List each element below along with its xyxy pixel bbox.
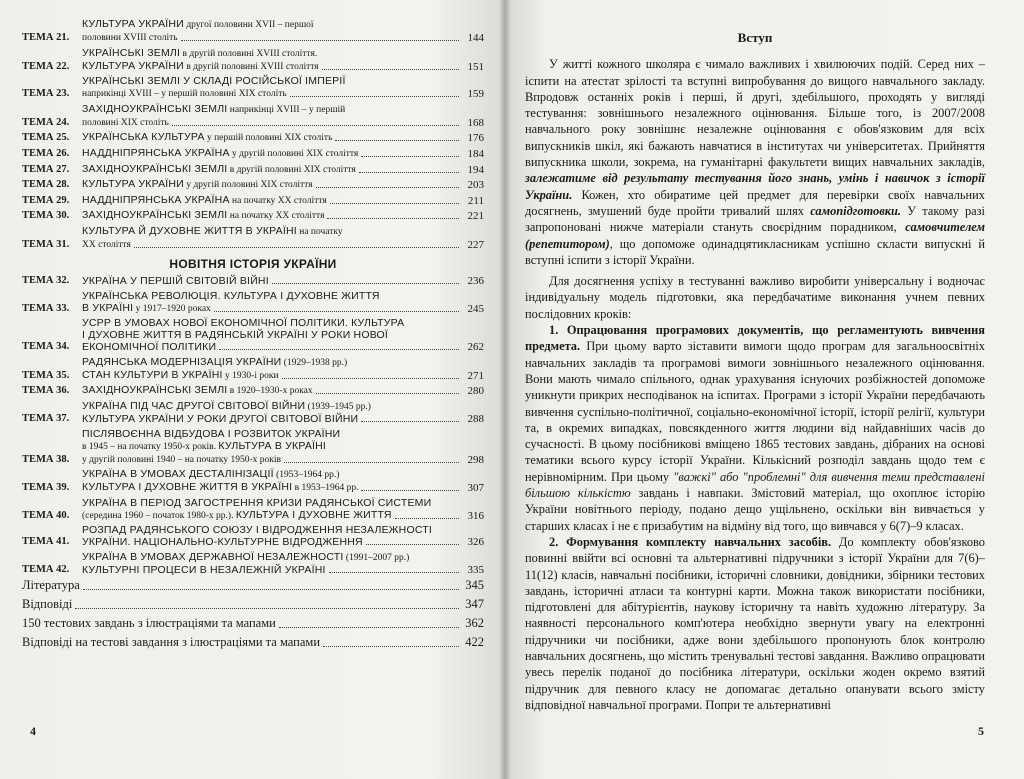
- toc-page-number: 262: [467, 341, 484, 354]
- toc-tail-title: Відповіді на тестові завдання з ілюстраціями та мапами: [22, 635, 321, 650]
- toc-title-text: в другій половині XVIII століття: [183, 61, 319, 72]
- toc-title-text: в 1945 – на початку 1950-х років.: [82, 441, 219, 452]
- toc-tail-title: 150 тестових завдань з ілюстраціями та мапами: [22, 616, 276, 631]
- toc-title-caps: РАДЯНСЬКА МОДЕРНІЗАЦІЯ УКРАЇНИ: [82, 355, 282, 368]
- toc-title-text: у другій половині XIX століття: [183, 180, 313, 191]
- toc-entry-number: ТЕМА 24.: [22, 116, 70, 128]
- toc-entry-number: ТЕМА 29.: [22, 194, 70, 206]
- toc-title-caps: УКРАЇНСЬКІ ЗЕМЛІ У СКЛАДІ РОСІЙСЬКОЇ ІМПЕРІЇ: [82, 75, 346, 88]
- toc-title-text: у другій половині 1940 – на початку 1950-х років: [82, 454, 281, 465]
- toc-leader-dots: [134, 247, 459, 248]
- toc-entry-number: ТЕМА 25.: [22, 132, 70, 144]
- toc-title-caps: ЗАХІДНОУКРАЇНСЬКІ ЗЕМЛІ: [82, 102, 228, 115]
- toc-entry: [22, 47, 484, 73]
- toc-leader-dots: [323, 646, 459, 647]
- toc-entry: [22, 400, 484, 425]
- toc-block-1: [22, 18, 484, 251]
- toc-title-text: XX століття: [82, 239, 131, 250]
- toc-title-text: (1991–2007 рр.): [343, 552, 410, 563]
- toc-leader-dots: [219, 349, 459, 350]
- toc-page-number: 151: [467, 60, 484, 73]
- toc-page-number: 168: [467, 116, 484, 129]
- toc-title-text: (1953–1964 рр.): [273, 470, 340, 481]
- toc-leader-dots: [361, 156, 459, 157]
- toc-leader-dots: [366, 544, 459, 545]
- intro-text: [525, 30, 985, 713]
- toc-page-number: 203: [467, 179, 484, 192]
- toc-title-text: на початку XX століття: [229, 195, 327, 206]
- intro-paragraph-2: Для досягнення успіху в тестуванні важливо виробити універсальну і водночас індивідуальну модель підготовки, яка передбачатиме виконання учнем певних послідовних кроків:: [525, 274, 985, 321]
- toc-page-number: 288: [467, 412, 484, 425]
- toc-tail-entry: [22, 635, 484, 650]
- left-page: [0, 0, 505, 779]
- toc-leader-dots: [279, 627, 459, 628]
- section-title: НОВІТНЯ ІСТОРІЯ УКРАЇНИ: [169, 256, 337, 271]
- intro-paragraph-1: У житті кожного школяра є чимало важливих і хвилюючих подій. Серед них – іспити на атестат зрілості та вступні випробування до вищого навчального закладу. Впродовж останніх років і перші, й другі, здебільшого, проходять у вигляді тестування: зовнішнього незалежного оцінювання. Більше того, із 2007/2008 навчального року зовнішнє незалежне оцінювання є обов'язковим для всіх випускників шкіл, які бажають навчатися в інститутах чи університетах. Прийняття випускника школи, зокрема, на гуманітарні факультети вищих навчальних закладів, залежатиме від результату тестування його знань, умінь і навичок з історії України. Кожен, хто обиратиме цей предмет для перевірки своїх навчальних досягнень, змушений буде пройти тривалий шлях самопідготовки. У такому разі запропоновані нижче матеріали стануть своєрідним порадником, самовчителем (репетитором), що допоможе одинадцятикласникам успішно скласти випускні й вступні іспити з історії України.: [525, 57, 985, 267]
- toc-entry: [22, 384, 484, 397]
- toc-title-text: у 1930-і роки: [222, 370, 279, 381]
- toc-title-text: у першій половині XIX століть: [204, 133, 333, 144]
- toc-page-number: 280: [467, 385, 484, 398]
- toc-page-number: 326: [467, 536, 484, 549]
- toc-leader-dots: [272, 283, 459, 284]
- toc-title-caps: УКРАЇНА В ПЕРІОД ЗАГОСТРЕННЯ КРИЗИ РАДЯНСЬКОЇ СИСТЕМИ: [82, 496, 432, 509]
- toc-page-number: 144: [467, 32, 484, 44]
- toc-entry-number: ТЕМА 33.: [22, 302, 70, 314]
- toc-entry-number: ТЕМА 27.: [22, 163, 70, 175]
- toc-title-caps: ЗАХІДНОУКРАЇНСЬКІ ЗЕМЛІ: [82, 209, 228, 222]
- toc-entry: [22, 194, 484, 207]
- toc-title-caps: КУЛЬТУРА УКРАЇНИ: [82, 18, 184, 30]
- toc-page-number: 211: [467, 194, 484, 207]
- toc-entry: [22, 551, 484, 576]
- toc-title-text: половини XVIII століть: [82, 33, 178, 43]
- toc-leader-dots: [316, 187, 459, 188]
- toc-entry: [22, 225, 484, 251]
- toc-entry-number: ТЕМА 26.: [22, 147, 70, 159]
- toc-entry: [22, 275, 484, 287]
- toc-title-caps: ЗАХІДНОУКРАЇНСЬКІ ЗЕМЛІ: [82, 162, 228, 175]
- toc-leader-dots: [282, 378, 459, 379]
- toc-leader-dots: [330, 203, 459, 204]
- toc-entry: [22, 497, 484, 522]
- intro-paragraph-4: 2. Формування комплекту навчальних засобів. До комплекту обов'язково повинні ввійти всі основні та альтернативні підручники з історії України для 7(6)–11(12) класів, навчальні посібники, історичні словники, довідники, збірники тестових завдань, історичні атласи та контурні карти. Можна також використати посібники, підготовлені для абітурієнтів, наукову історичну та навіть художню літературу. За наявності персонального комп'ютера необхідно звернути увагу на електронні підручники чи посібники, адже вони здебільшого пропонують блок контролю навчальних досягнень, що містить тренувальні тестові завдання. Важливо опрацювати увесь перелік поданої до посібника літератури, оскільки жоден окремо взятий підручник для певного класу не допомагає детально опанувати всього змісту відповідної навчальної програми. Попри те альтернативні: [525, 534, 985, 712]
- toc-entry-number: ТЕМА 32.: [22, 274, 70, 286]
- book-gutter: [499, 0, 511, 779]
- toc-tail-entry: [22, 597, 484, 612]
- toc-leader-dots: [395, 518, 459, 519]
- toc-leader-dots: [327, 218, 459, 219]
- toc-title-caps: УКРАЇНСЬКА КУЛЬТУРА: [82, 131, 205, 144]
- toc-tail-entry: [22, 616, 484, 631]
- toc-title-caps: КУЛЬТУРА УКРАЇНИ: [82, 178, 184, 191]
- toc-entry-number: ТЕМА 40.: [22, 509, 70, 521]
- right-page: [505, 0, 1024, 779]
- toc-entry-number: ТЕМА 22.: [22, 60, 70, 72]
- toc-entry-number: ТЕМА 42.: [22, 563, 70, 575]
- toc-page-number: 307: [467, 482, 484, 495]
- toc-entry: [22, 103, 484, 129]
- toc-page-number: 221: [467, 210, 484, 223]
- toc-title-caps: ЗАХІДНОУКРАЇНСЬКІ ЗЕМЛІ: [82, 384, 228, 397]
- toc-title-text: половині XIX століть: [82, 117, 169, 128]
- toc-title-caps: КУЛЬТУРА В УКРАЇНІ: [218, 439, 327, 452]
- toc-leader-dots: [316, 393, 459, 394]
- toc-leader-dots: [83, 589, 459, 590]
- toc-entry-number: ТЕМА 28.: [22, 179, 70, 191]
- toc-page-number: 184: [467, 147, 484, 160]
- toc-title-text: на початку XX століття: [227, 211, 325, 222]
- toc-title-caps: КУЛЬТУРНІ ПРОЦЕСИ В НЕЗАЛЕЖНІЙ УКРАЇНІ: [82, 563, 326, 576]
- table-of-contents: [22, 18, 484, 654]
- toc-entry: [22, 356, 484, 382]
- toc-leader-dots: [172, 125, 459, 126]
- toc-entry-number: ТЕМА 35.: [22, 369, 70, 381]
- toc-page-number: 159: [467, 88, 484, 101]
- toc-title-caps: КУЛЬТУРА УКРАЇНИ У РОКИ ДРУГОЇ СВІТОВОЇ ВІЙНИ: [82, 412, 359, 425]
- toc-page-number: 227: [467, 238, 484, 251]
- toc-block-2: [22, 275, 484, 576]
- toc-leader-dots: [361, 421, 459, 422]
- toc-entry-number: ТЕМА 23.: [22, 88, 70, 100]
- toc-page-number: 236: [467, 274, 484, 287]
- toc-title-caps: УКРАЇНСЬКІ ЗЕМЛІ: [82, 46, 181, 59]
- toc-page-number: 316: [467, 509, 484, 522]
- toc-title-text: (1929–1938 рр.): [281, 357, 348, 368]
- toc-title-caps: КУЛЬТУРА І ДУХОВНЕ ЖИТТЯ В УКРАЇНІ: [82, 481, 293, 494]
- toc-entry: [22, 18, 484, 44]
- toc-entry: [22, 468, 484, 494]
- toc-title-text: в другій половині XVIII століття.: [180, 48, 318, 59]
- toc-title-text: у другій половині XIX століття: [229, 148, 359, 159]
- toc-title-caps: УКРАЇНА ПІД ЧАС ДРУГОЇ СВІТОВОЇ ВІЙНИ: [82, 399, 306, 412]
- toc-title-text: на початку: [296, 226, 343, 237]
- toc-entry: [22, 209, 484, 222]
- toc-title-text: в другій половині XIX століття: [227, 164, 356, 175]
- toc-entry-number: ТЕМА 36.: [22, 385, 70, 397]
- toc-page-number: 245: [467, 302, 484, 315]
- toc-entry-number: ТЕМА 31.: [22, 238, 70, 250]
- toc-leader-dots: [361, 490, 459, 491]
- toc-entry-number: ТЕМА 37.: [22, 412, 70, 424]
- toc-entry-number: ТЕМА 39.: [22, 482, 70, 494]
- toc-title-caps: ПІСЛЯВОЄННА ВІДБУДОВА І РОЗВИТОК УКРАЇНИ: [82, 427, 341, 440]
- toc-tail-title: Література: [22, 578, 80, 593]
- toc-entry-number: ТЕМА 30.: [22, 210, 70, 222]
- toc-entry: [22, 178, 484, 191]
- toc-title-caps: РОЗПАД РАДЯНСЬКОГО СОЮЗУ І ВІДРОДЖЕННЯ НЕЗАЛЕЖНОСТІ: [82, 524, 432, 537]
- toc-entry-number: ТЕМА 38.: [22, 453, 70, 465]
- toc-title-caps: І ДУХОВНЕ ЖИТТЯ В РАДЯНСЬКІЙ УКРАЇНІ У РОКИ НОВОЇ: [82, 329, 389, 342]
- toc-leader-dots: [290, 96, 459, 97]
- toc-tail-entry: [22, 578, 484, 593]
- toc-title-text: наприкінці XVIII – у першій: [227, 104, 346, 115]
- toc-title-text: (середина 1960 – початок 1980-х рр.).: [82, 510, 236, 521]
- toc-page-number: 422: [465, 635, 484, 650]
- toc-page-number: 298: [467, 453, 484, 466]
- intro-paragraph-3: 1. Опрацювання програмових документів, що регламентують вивчення предмета. При цьому варто зіставити вимоги щодо програм для загальноосвітніх навчальних закладів та програмові вимоги зовнішнього незалежного оцінювання. Вони мають чимало спільного, однак урахування існуючих розбіжностей допоможе уникнути прикрих несподіванок на іспитах. Програми з історії України передбачають вивчення суспільно-політичної, соціально-економічної історії, історії релігії, культури та, в окремих випадках, повсякденного життя людини від найдавніших часів до сучасності. В цьому посібникові вміщено 1865 тестових завдань, дібраних на основі тематики всього курсу історії України. Кількісний розподіл завдань щодо тем є нерівномірним. При цьому "важкі" або "проблемні" для вивчення теми представлені більшою кількістю завдань і навпаки. Змістовий матеріал, що охоплює історію України новітнього періоду, подано дещо ущільнено, оскільки він вивчається у старших класах і не є призабутим на відміну від того, що вивчався у 6(7)–9 класах.: [525, 323, 985, 533]
- toc-title-caps: НАДДНІПРЯНСЬКА УКРАЇНА: [82, 146, 230, 159]
- toc-entry: [22, 163, 484, 176]
- toc-page-number: 347: [465, 597, 484, 612]
- toc-leader-dots: [181, 40, 459, 41]
- toc-entry-number: ТЕМА 21.: [22, 32, 70, 43]
- toc-page-number: 345: [465, 578, 484, 593]
- intro-heading: Вступ: [737, 30, 773, 45]
- page-number-right: 5: [978, 724, 984, 738]
- toc-entry: [22, 131, 484, 144]
- toc-title-caps: УСРР В УМОВАХ НОВОЇ ЕКОНОМІЧНОЇ ПОЛІТИКИ. КУЛЬТУРА: [82, 317, 405, 330]
- toc-title-caps: КУЛЬТУРА І ДУХОВНЕ ЖИТТЯ: [235, 508, 392, 521]
- toc-page-number: 271: [467, 369, 484, 382]
- toc-title-caps: УКРАЇНА В УМОВАХ ДЕРЖАВНОЇ НЕЗАЛЕЖНОСТІ: [82, 550, 344, 563]
- toc-leader-dots: [322, 69, 459, 70]
- toc-title-caps: УКРАЇНИ. НАЦІОНАЛЬНО-КУЛЬТУРНЕ ВІДРОДЖЕННЯ: [82, 536, 363, 549]
- toc-title-caps: В УКРАЇНІ: [82, 301, 134, 314]
- toc-title-caps: КУЛЬТУРА УКРАЇНИ: [82, 59, 184, 72]
- toc-title-caps: УКРАЇНА У ПЕРШІЙ СВІТОВІЙ ВІЙНІ: [82, 274, 269, 287]
- toc-title-text: наприкінці XVIII – у першій половині XIX століть: [82, 89, 287, 100]
- toc-page-number: 335: [467, 563, 484, 576]
- toc-title-caps: СТАН КУЛЬТУРИ В УКРАЇНІ: [82, 368, 223, 381]
- toc-tail-title: Відповіді: [22, 597, 73, 612]
- toc-leader-dots: [75, 608, 459, 609]
- toc-entry: [22, 75, 484, 100]
- toc-title-text: в 1953–1964 рр.: [292, 483, 359, 494]
- toc-leader-dots: [335, 140, 459, 141]
- toc-entry: [22, 317, 484, 353]
- toc-tail: [22, 578, 484, 650]
- toc-leader-dots: [214, 311, 459, 312]
- toc-entry-number: ТЕМА 34.: [22, 341, 70, 353]
- toc-entry: [22, 290, 484, 315]
- toc-entry: [22, 428, 484, 466]
- toc-title-caps: УКРАЇНСЬКА РЕВОЛЮЦІЯ. КУЛЬТУРА І ДУХОВНЕ ЖИТТЯ: [82, 289, 380, 302]
- toc-leader-dots: [359, 172, 459, 173]
- toc-leader-dots: [284, 462, 459, 463]
- toc-leader-dots: [329, 572, 459, 573]
- toc-title-caps: КУЛЬТУРА Й ДУХОВНЕ ЖИТТЯ В УКРАЇНІ: [82, 224, 297, 237]
- toc-entry: [22, 524, 484, 548]
- toc-title-text: (1939–1945 рр.): [305, 401, 371, 412]
- page-number-left: 4: [30, 724, 36, 738]
- toc-page-number: 362: [465, 616, 484, 631]
- toc-page-number: 194: [467, 163, 484, 176]
- toc-page-number: 176: [467, 132, 484, 145]
- toc-entry-number: ТЕМА 41.: [22, 536, 70, 548]
- toc-title-text: другої половини XVII – першої: [183, 20, 314, 30]
- toc-title-caps: ЕКОНОМІЧНОЇ ПОЛІТИКИ: [82, 341, 217, 354]
- toc-entry: [22, 147, 484, 160]
- toc-title-text: в 1920–1930-х роках: [227, 386, 313, 397]
- toc-title-text: у 1917–1920 роках: [133, 303, 211, 314]
- toc-title-caps: НАДДНІПРЯНСЬКА УКРАЇНА: [82, 193, 230, 206]
- toc-title-caps: УКРАЇНА В УМОВАХ ДЕСТАЛІНІЗАЦІЇ: [82, 468, 274, 481]
